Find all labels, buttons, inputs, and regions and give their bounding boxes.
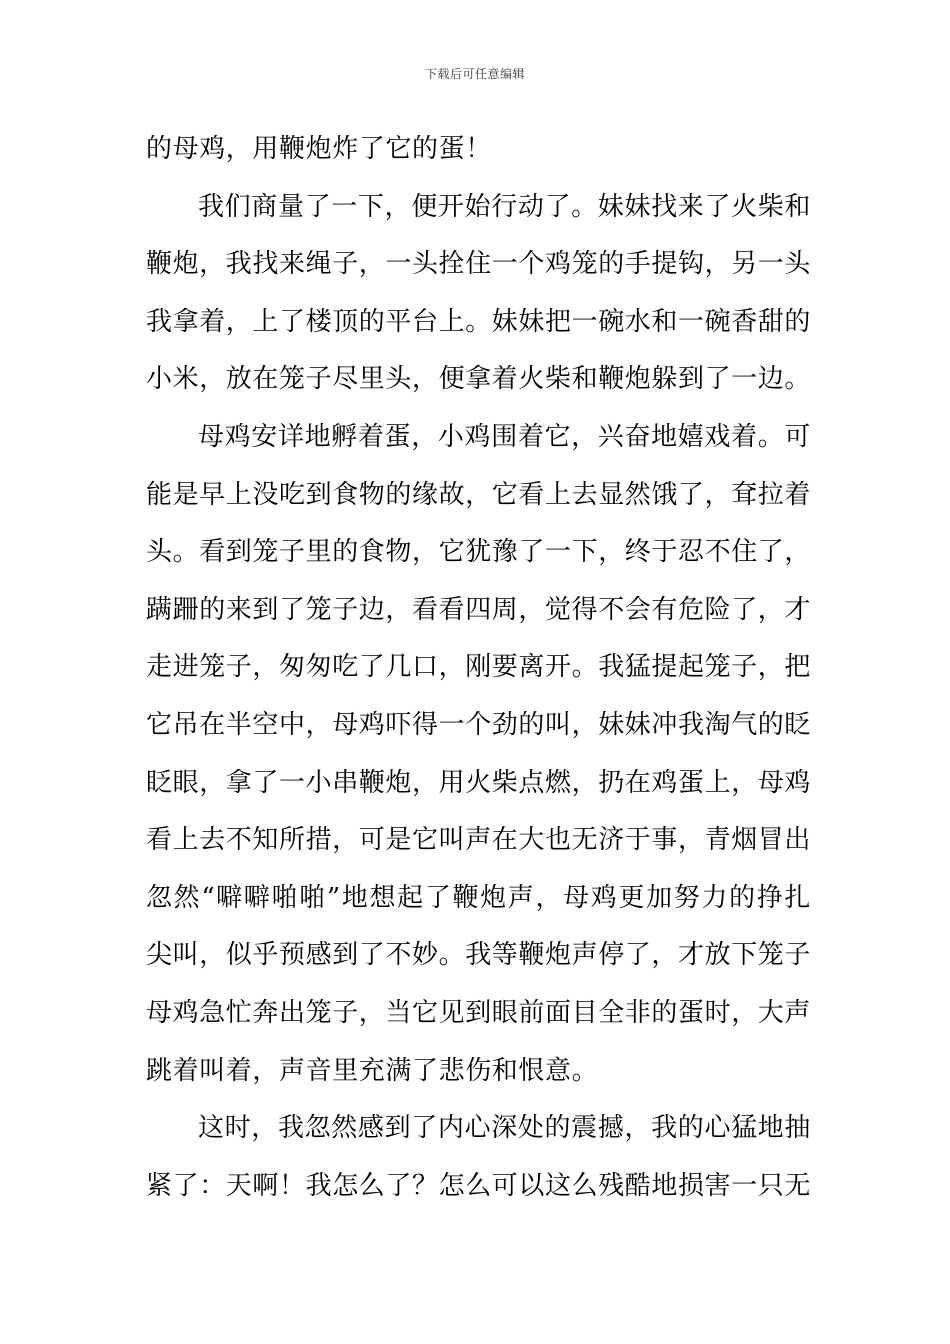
text-line: 看上去不知所措，可是它叫声在大也无济于事，青烟冒出 bbox=[146, 825, 811, 856]
text-line: 眨眼，拿了一小串鞭炮，用火柴点燃，扔在鸡蛋上，母鸡 bbox=[146, 767, 811, 798]
text-line: 走进笼子，匆匆吃了几口，刚要离开。我猛提起笼子，把 bbox=[146, 652, 811, 683]
text-line: 蹒跚的来到了笼子边，看看四周，觉得不会有危险了，才 bbox=[146, 594, 811, 625]
text-line: 这时，我忽然感到了内心深处的震撼，我的心猛地抽 bbox=[198, 1113, 811, 1144]
text-line: 忽然“噼噼啪啪”地想起了鞭炮声，母鸡更加努力的挣扎 bbox=[146, 882, 811, 913]
page-header: 下载后可任意编辑 bbox=[424, 67, 525, 81]
text-line: 能是早上没吃到食物的缘故，它看上去显然饿了，耷拉着 bbox=[146, 479, 811, 510]
text-line: 母鸡安详地孵着蛋，小鸡围着它，兴奋地嬉戏着。可 bbox=[198, 421, 811, 452]
text-line: 跳着叫着，声音里充满了悲伤和恨意。 bbox=[146, 1055, 599, 1086]
essay-body bbox=[146, 129, 811, 1223]
text-line: 尖叫，似乎预感到了不妙。我等鞭炮声停了，才放下笼子 bbox=[146, 940, 811, 971]
text-line: 我们商量了一下，便开始行动了。妹妹找来了火柴和 bbox=[198, 191, 811, 222]
text-line: 小米，放在笼子尽里头，便拿着火柴和鞭炮躲到了一边。 bbox=[146, 364, 811, 395]
text-line: 紧了：天啊！我怎么了？怎么可以这么残酷地损害一只无 bbox=[146, 1170, 811, 1201]
text-line: 它吊在半空中，母鸡吓得一个劲的叫，妹妹冲我淘气的眨 bbox=[146, 709, 811, 740]
text-line: 我拿着，上了楼顶的平台上。妹妹把一碗水和一碗香甜的 bbox=[146, 306, 811, 337]
text-line: 母鸡急忙奔出笼子，当它见到眼前面目全非的蛋时，大声 bbox=[146, 997, 811, 1028]
text-line: 的母鸡，用鞭炮炸了它的蛋！ bbox=[146, 134, 492, 164]
text-line: 鞭炮，我找来绳子，一头拴住一个鸡笼的手提钩，另一头 bbox=[146, 249, 811, 280]
text-line: 头。看到笼子里的食物，它犹豫了一下，终于忍不住了， bbox=[146, 537, 811, 568]
